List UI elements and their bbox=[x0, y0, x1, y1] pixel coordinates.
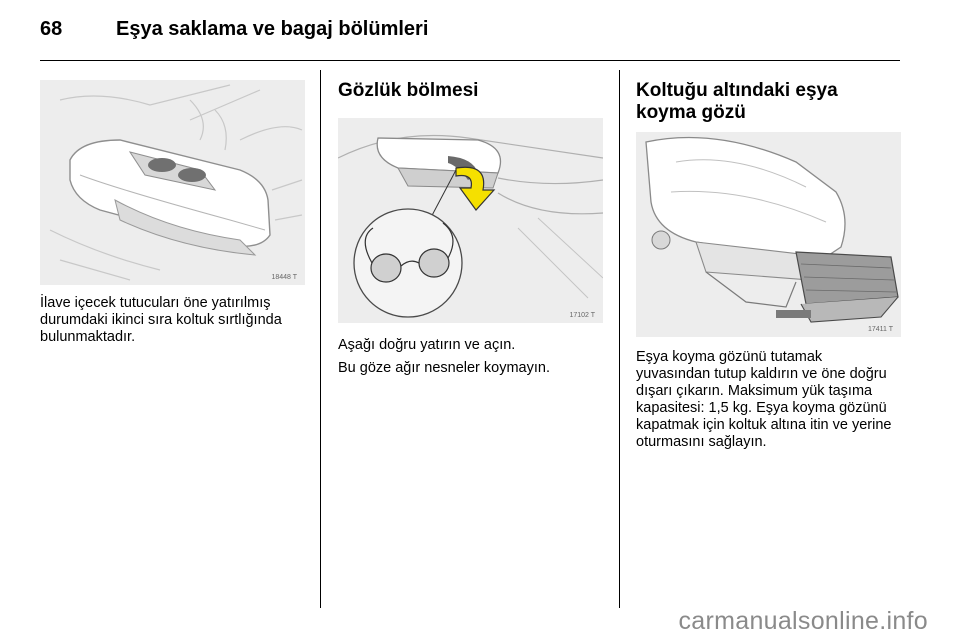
glasses-paragraph-1: Aşağı doğru yatırın ve açın. bbox=[338, 337, 516, 353]
glasses-icon bbox=[371, 254, 401, 282]
underseat-figure bbox=[636, 132, 901, 337]
cupholder-figure bbox=[40, 80, 305, 285]
cupholder-caption: İlave içecek tutucuları öne yatırılmış durumdaki ikinci sıra koltuk sırtlığında bulunmaktadır. bbox=[40, 295, 282, 345]
page-heading: Eşya saklama ve bagaj bölümleri bbox=[116, 18, 429, 40]
column-divider-1 bbox=[320, 70, 321, 608]
section-title-glasses: Gözlük bölmesi bbox=[338, 80, 479, 101]
figure-code: 18448 T bbox=[271, 274, 297, 281]
figure-code: 17411 T bbox=[867, 326, 893, 333]
figure-code: 17102 T bbox=[569, 312, 595, 319]
column-cupholder bbox=[40, 80, 305, 346]
column-glasses bbox=[338, 80, 603, 377]
page-number: 68 bbox=[40, 18, 63, 40]
underseat-paragraph: Eşya koyma gözünü tutamak yuvasından tutup kaldırın ve öne doğru dışarı çıkarın. Maksimum yük taşıma kapasitesi: 1,5 kg. Eşya koyma gözünü kapatmak için koltuk altına itin ve yerine oturmasını sağlayın. bbox=[636, 349, 892, 450]
section-title-underseat: Koltuğu altındaki eşya koyma gözü bbox=[636, 80, 838, 123]
glasses-figure bbox=[338, 118, 603, 323]
column-underseat bbox=[636, 80, 904, 451]
column-divider-2 bbox=[619, 70, 620, 608]
watermark: carmanualsonline.info bbox=[678, 607, 928, 635]
glasses-paragraph-2: Bu göze ağır nesneler koymayın. bbox=[338, 360, 550, 376]
cupholder-illustration bbox=[40, 80, 305, 285]
glasses-compartment-illustration bbox=[338, 118, 603, 323]
header-rule bbox=[40, 60, 900, 61]
underseat-drawer-illustration bbox=[636, 132, 901, 337]
